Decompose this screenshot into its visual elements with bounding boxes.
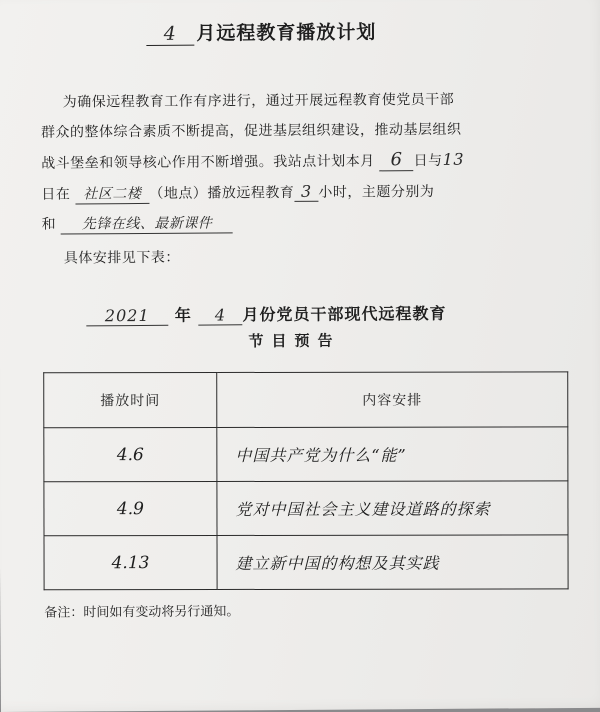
footnote: 备注：时间如有变动将另行通知。 [44, 604, 240, 621]
intro-line-1: 为确保远程教育工作有序进行，通过开展远程教育使党员干部 [62, 91, 455, 111]
line4-c: 小时，主题分别为 [318, 183, 435, 201]
table-row [44, 427, 568, 482]
row-content: 党对中国社会主义建设道路的探索 [217, 481, 568, 536]
line5-a: 和 [41, 216, 57, 233]
row-content: 建立新中国的构想及其实践 [217, 535, 568, 590]
header-time: 播放时间 [44, 373, 217, 428]
row-time: 4.6 [44, 428, 217, 482]
intro-line-6: 具体安排见下表： [63, 249, 180, 267]
hours-value: 3 [294, 182, 318, 202]
schedule-title [86, 301, 446, 327]
line4-b: （地点）播放远程教育 [149, 184, 295, 202]
schedule-table [43, 371, 568, 590]
intro-line-3-text: 战斗堡垒和领导核心作用不断增强。我站点计划本月 [41, 153, 375, 172]
intro-line-5 [42, 212, 234, 234]
schedule-year: 2021 [86, 306, 168, 327]
line4-a: 日在 [41, 186, 71, 203]
table-row [44, 481, 568, 536]
row-content: 中国共产党为什么“能” [217, 427, 568, 482]
row-time: 4.13 [44, 536, 217, 590]
themes-value: 先锋在线、最新课件 [61, 212, 233, 234]
table-header-row [44, 372, 568, 428]
intro-line-3 [41, 149, 464, 174]
day-start: 6 [380, 149, 414, 171]
intro-line-2: 群众的整体综合素质不断提高，促进基层组织建设，推动基层组织 [40, 121, 462, 141]
intro-line-4 [41, 181, 434, 205]
day-end: 13 [442, 149, 465, 169]
title-month: 4 [146, 23, 194, 46]
schedule-year-label: 年 [174, 305, 192, 325]
schedule-month: 4 [198, 305, 242, 325]
page-title [146, 17, 376, 46]
location-value: 社区二楼 [75, 183, 149, 205]
schedule-title-rest: 月份党员干部现代远程教育 [242, 303, 447, 325]
title-text: 月远程教育播放计划 [196, 21, 377, 45]
header-content: 内容安排 [217, 372, 568, 428]
row-time: 4.9 [44, 482, 217, 536]
table-row [44, 535, 568, 590]
day-mid-text: 日与 [413, 152, 443, 170]
schedule-preview-label: 节目预告 [248, 331, 341, 351]
